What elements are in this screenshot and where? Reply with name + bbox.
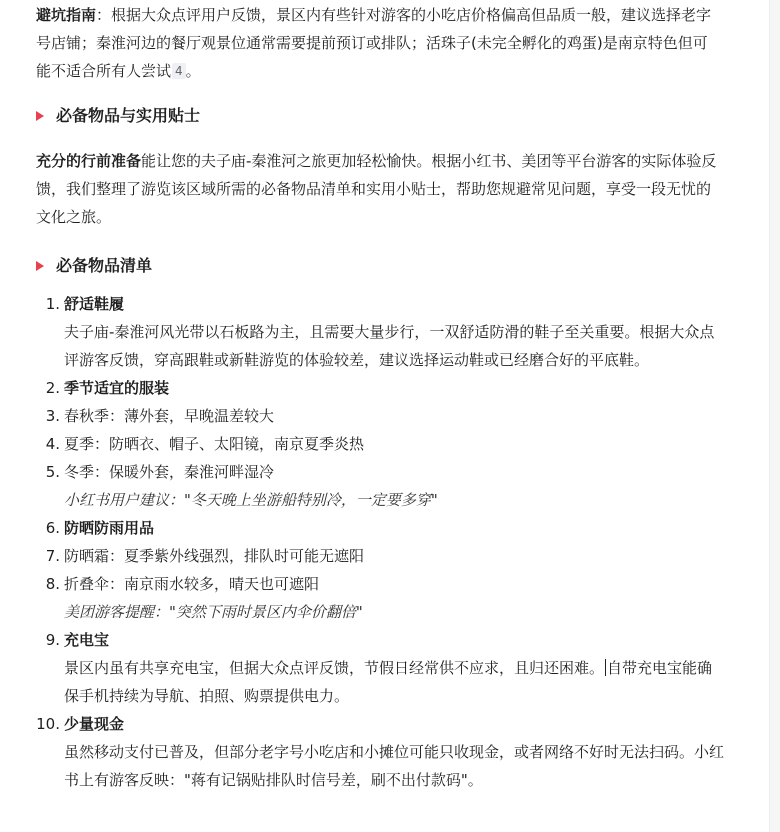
checklist — [36, 290, 726, 794]
scrollbar[interactable] — [769, 0, 780, 832]
list-item — [36, 710, 726, 738]
list-item-text: 防晒霜：夏季紫外线强烈，排队时可能无遮阳 — [64, 547, 365, 565]
list-number: 2. — [45, 379, 60, 397]
list-item-title: 充电宝 — [64, 631, 110, 649]
list-item — [36, 430, 726, 458]
list-item-text: 折叠伞：南京雨水较多，晴天也可遮阳 — [64, 575, 320, 593]
list-number: 1. — [45, 295, 60, 313]
list-item-title: 少量现金 — [64, 715, 125, 733]
section-heading-text: 必备物品与实用贴士 — [56, 106, 201, 125]
list-item-title: 舒适鞋履 — [64, 295, 125, 313]
list-item — [36, 626, 726, 654]
list-item-title: 防晒防雨用品 — [64, 519, 155, 537]
list-heading — [36, 254, 152, 278]
prep-paragraph — [36, 147, 720, 231]
tips-label: 避坑指南 — [36, 6, 97, 24]
list-item — [36, 514, 726, 542]
tips-paragraph — [36, 1, 720, 85]
list-item-text: 夏季：防晒衣、帽子、太阳镜，南京夏季炎热 — [64, 435, 365, 453]
list-item-text: 春秋季：薄外套，早晚温差较大 — [64, 407, 275, 425]
user-quote: 小红书用户建议："冬天晚上坐游船特别冷，一定要多穿" — [64, 491, 438, 509]
list-item — [36, 402, 726, 430]
tips-end: 。 — [185, 62, 201, 80]
list-item — [36, 290, 726, 318]
list-item — [36, 570, 726, 598]
list-item-body — [36, 654, 726, 710]
list-number: 3. — [45, 407, 60, 425]
list-number: 8. — [45, 575, 60, 593]
tips-text: ：根据大众点评用户反馈，景区内有些针对游客的小吃店价格偏高但品质一般，建议选择老字号店铺；秦淮河边的餐厅观景位通常需要提前预订或排队；活珠子(未完全孵化的鸡蛋)是南京特色但可能不适合所有人尝试 — [36, 6, 712, 80]
body-part: 景区内虽有共享充电宝，但据大众点评反馈，节假日经常供不应求，且归还困难。 — [64, 659, 605, 677]
list-heading-text: 必备物品清单 — [56, 256, 153, 275]
list-number: 4. — [45, 435, 60, 453]
list-number: 5. — [45, 463, 60, 481]
list-item-title: 季节适宜的服装 — [64, 379, 170, 397]
text-cursor — [605, 659, 606, 676]
section-heading — [36, 104, 200, 128]
list-item-body: 虽然移动支付已普及，但部分老字号小吃店和小摊位可能只收现金，或者网络不好时无法扫码。小红书上有游客反映："蒋有记锅贴排队时信号差，刷不出付款码"。 — [64, 743, 725, 789]
list-number: 7. — [45, 547, 60, 565]
list-item — [36, 458, 726, 486]
triangle-marker-icon — [36, 111, 44, 121]
triangle-marker-icon — [36, 261, 44, 271]
list-number: 10. — [36, 715, 60, 733]
list-item-body: 夫子庙-秦淮河风光带以石板路为主，且需要大量步行，一双舒适防滑的鞋子至关重要。根据大众点评游客反馈，穿高跟鞋或新鞋游览的体验较差，建议选择运动鞋或已经磨合好的平底鞋。 — [64, 323, 715, 369]
list-item-text: 冬季：保暖外套，秦淮河畔湿冷 — [64, 463, 275, 481]
list-item — [36, 374, 726, 402]
prep-text: 能让您的夫子庙-秦淮河之旅更加轻松愉快。根据小红书、美团等平台游客的实际体验反馈，我们整理了游览该区域所需的必备物品清单和实用小贴士，帮助您规避常见问题，享受一段无忧的文化之旅。 — [36, 152, 717, 226]
body-part: 自带充电宝能确保手机持续为导航、拍照、购票提供电力。 — [64, 659, 713, 705]
footnote-ref[interactable]: 4 — [172, 63, 186, 79]
prep-bold: 充分的行前准备 — [36, 152, 142, 170]
list-number: 6. — [45, 519, 60, 537]
list-item — [36, 542, 726, 570]
user-quote: 美团游客提醒："突然下雨时景区内伞价翻倍" — [64, 603, 363, 621]
list-number: 9. — [45, 631, 60, 649]
